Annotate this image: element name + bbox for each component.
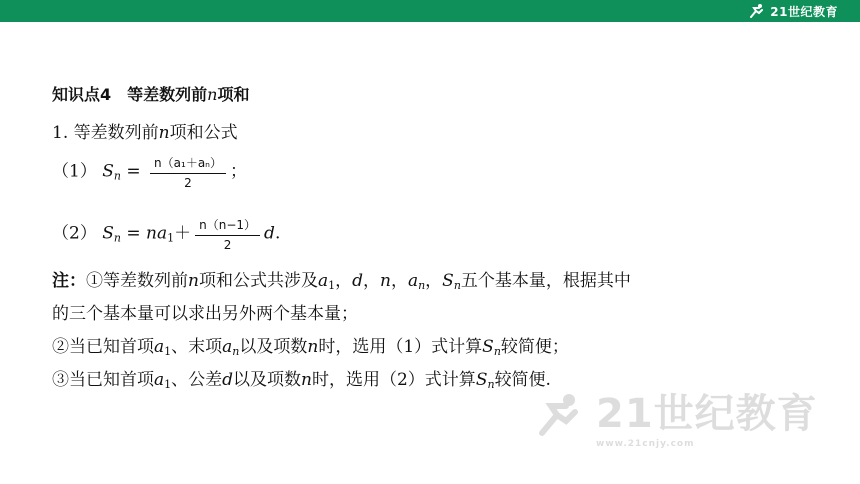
formula-2-plus: ＋ <box>174 223 192 244</box>
note-line-1 <box>52 266 631 292</box>
note-l1-sn: S <box>442 271 454 291</box>
note-l4-sn: S <box>475 370 488 390</box>
note-l4-a1-sub: 1 <box>164 378 172 391</box>
formula-1-eq: = <box>120 161 147 182</box>
note-l3-text: ②当已知首项 <box>52 337 154 357</box>
note-l1-sn-sub: n <box>453 279 461 292</box>
formula-2-tail: . <box>274 223 281 244</box>
note-l3-sn-sub: n <box>493 345 501 358</box>
formula-2-numerator: n（n−1） <box>195 216 260 236</box>
formula-2-d: d <box>264 223 275 244</box>
note-l3-a1-sub: 1 <box>164 345 172 358</box>
note-l4-n: n <box>301 370 312 390</box>
formula-1-lhs: S <box>102 161 114 182</box>
note-l1-an: a <box>407 271 419 291</box>
watermark <box>530 378 830 452</box>
note-l4-text: ③当已知首项 <box>52 370 154 390</box>
formula-2-label: （2） <box>52 223 97 244</box>
note-l3-text2: 、末项 <box>171 337 223 357</box>
heading-text: 知识点4 等差数列前 <box>52 85 208 104</box>
top-banner <box>0 0 860 22</box>
item-1-text: 1. 等差数列前 <box>52 123 159 143</box>
note-l4-sn-sub: n <box>487 378 495 391</box>
formula-1-tail: ； <box>229 161 247 182</box>
note-l3-text4: 时，选用（1）式计算 <box>318 337 483 357</box>
formula-2-na-sub: 1 <box>167 231 175 245</box>
note-l4-text3: 以及项数 <box>233 370 302 390</box>
note-l1-text: ①等差数列前 <box>86 271 188 291</box>
note-label: 注： <box>52 271 86 291</box>
logo-text: 21世纪教育 <box>770 4 838 19</box>
note-l1-d: d <box>352 271 363 291</box>
note-l4-d: d <box>222 370 234 390</box>
note-l4-text5: 较简便. <box>494 370 551 390</box>
formula-2-lhs-sub: n <box>113 231 121 245</box>
heading-var: n <box>207 85 218 104</box>
section-heading <box>52 82 249 105</box>
note-line-2 <box>52 299 358 324</box>
formula-2-denominator: 2 <box>223 238 232 252</box>
formula-1-lhs-sub: n <box>113 169 121 183</box>
note-line-4 <box>52 365 551 391</box>
formula-2-lhs: S <box>102 223 114 244</box>
formula-2-eq: = <box>120 223 147 244</box>
note-l3-a1: a <box>154 337 165 357</box>
item-1-text-end: 项和公式 <box>169 123 238 143</box>
formula-2 <box>52 216 280 252</box>
note-l4-a1: a <box>154 370 165 390</box>
brand-logo <box>747 2 838 20</box>
note-l2-text: 的三个基本量可以求出另外两个基本量； <box>52 304 358 324</box>
note-l3-text5: 较简便； <box>500 337 569 357</box>
note-l3-text3: 以及项数 <box>239 337 308 357</box>
item-1 <box>52 118 238 143</box>
formula-2-na: na <box>146 223 168 244</box>
note-l3-an-sub: n <box>232 345 240 358</box>
note-l3-sn: S <box>482 337 494 357</box>
note-l1-sep2: ， <box>362 271 380 291</box>
watermark-text: 21世纪教育 <box>596 390 818 437</box>
note-l1-a1-sub: 1 <box>328 279 336 292</box>
formula-1-fraction <box>150 154 226 190</box>
formula-1 <box>52 154 247 190</box>
note-l1-n: n <box>188 271 199 291</box>
note-l1-sep3: ， <box>390 271 408 291</box>
note-l1-an-sub: n <box>418 279 426 292</box>
formula-1-denominator: 2 <box>184 176 192 190</box>
note-l1-a1: a <box>317 271 329 291</box>
note-l3-an: a <box>222 337 233 357</box>
note-l4-text4: 时，选用（2）式计算 <box>311 370 476 390</box>
note-l1-text3: 五个基本量，根据其中 <box>460 271 631 291</box>
formula-2-fraction <box>195 216 260 252</box>
note-l1-sep4: ， <box>425 271 443 291</box>
formula-1-numerator: n（a₁＋aₙ） <box>150 154 226 174</box>
note-l3-n: n <box>307 337 319 357</box>
watermark-runner-icon <box>530 385 590 445</box>
heading-text-end: 项和 <box>217 85 250 104</box>
runner-logo-icon <box>747 3 767 19</box>
watermark-sub: www.21cnjy.com <box>596 438 695 449</box>
note-l1-sep1: ， <box>335 271 353 291</box>
item-1-var: n <box>158 123 170 143</box>
note-l4-text2: 、公差 <box>171 370 223 390</box>
note-l1-n2: n <box>379 271 391 291</box>
note-line-3 <box>52 332 569 358</box>
note-l1-text2: 项和公式共涉及 <box>198 271 318 291</box>
formula-1-label: （1） <box>52 161 97 182</box>
